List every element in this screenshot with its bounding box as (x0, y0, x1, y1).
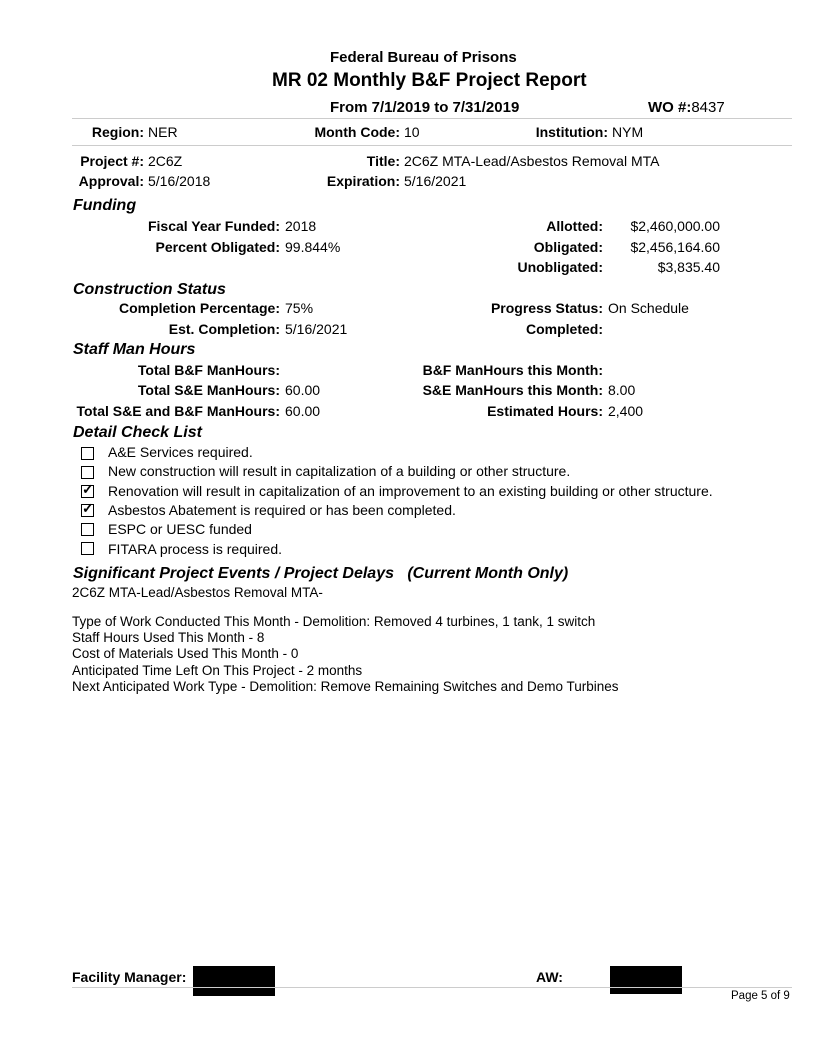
percent-obligated-label: Percent Obligated: (155, 239, 280, 255)
combined-hours-value: 60.00 (285, 403, 321, 419)
info-divider (72, 145, 792, 146)
month-code-label: Month Code: (314, 124, 400, 140)
progress-status-value: On Schedule (608, 300, 689, 316)
unobligated-value: $3,835.40 (657, 259, 720, 275)
report-period: From 7/1/2019 to 7/31/2019 (330, 99, 520, 116)
facility-manager-signature-redaction (193, 966, 275, 996)
events-line: Next Anticipated Work Type - Demolition: Remove Remaining Switches and Demo Turbines (72, 678, 619, 694)
aw-label: AW: (536, 969, 563, 985)
report-title: MR 02 Monthly B&F Project Report (272, 70, 587, 91)
project-number-value: 2C6Z (148, 153, 183, 169)
est-completion-label: Est. Completion: (168, 321, 280, 337)
checklist-label: FITARA process is required. (108, 541, 283, 557)
aw-signature-redaction (610, 966, 682, 994)
wo-value: 8437 (691, 99, 725, 116)
checkbox-new-construction (81, 466, 94, 479)
check-mark-icon: ✓ (82, 481, 94, 497)
unobligated-label: Unobligated: (517, 259, 603, 275)
agency-name: Federal Bureau of Prisons (330, 49, 517, 66)
checkbox-asbestos (81, 500, 94, 517)
completion-percentage-value: 75% (285, 300, 314, 316)
expiration-value: 5/16/2021 (404, 173, 467, 189)
obligated-label: Obligated: (533, 239, 603, 255)
month-code-value: 10 (404, 124, 420, 140)
events-line: Staff Hours Used This Month - 8 (72, 630, 265, 646)
progress-status-label: Progress Status: (490, 300, 603, 316)
estimated-hours-label: Estimated Hours: (487, 403, 603, 419)
title-label: Title: (366, 153, 400, 169)
completed-label: Completed: (526, 321, 603, 337)
header-divider (72, 118, 792, 119)
se-month-value: 8.00 (608, 382, 636, 398)
combined-hours-label: Total S&E and B&F ManHours: (76, 403, 280, 419)
construction-heading: Construction Status (73, 281, 226, 298)
percent-obligated-value: 99.844% (285, 239, 341, 255)
institution-label: Institution: (535, 124, 608, 140)
events-narrative (72, 614, 619, 695)
wo-label: WO #: (648, 99, 692, 116)
completion-percentage-label: Completion Percentage: (118, 300, 280, 316)
checklist-label: A&E Services required. (108, 444, 253, 460)
events-heading-title: Significant Project Events / Project Delays (73, 565, 394, 582)
page-number: Page 5 of 9 (731, 990, 790, 1002)
approval-label: Approval: (78, 173, 144, 189)
institution-value: NYM (612, 124, 644, 140)
region-label: Region: (91, 124, 144, 140)
checkbox-fitara (81, 542, 94, 555)
checklist-heading: Detail Check List (73, 424, 202, 441)
se-month-label: S&E ManHours this Month: (422, 382, 603, 398)
estimated-hours-value: 2,400 (608, 403, 644, 419)
fiscal-year-label: Fiscal Year Funded: (147, 218, 280, 234)
checkbox-ae-services (81, 447, 94, 460)
allotted-label: Allotted: (546, 218, 603, 234)
allotted-value: $2,460,000.00 (630, 218, 720, 234)
bf-month-label: B&F ManHours this Month: (422, 362, 603, 378)
footer-divider (72, 987, 792, 988)
se-total-label: Total S&E ManHours: (137, 382, 280, 398)
checkbox-renovation (81, 481, 94, 498)
checkbox-espc (81, 523, 94, 536)
se-total-value: 60.00 (285, 382, 321, 398)
fiscal-year-value: 2018 (285, 218, 317, 234)
expiration-label: Expiration: (326, 173, 400, 189)
check-mark-icon: ✓ (82, 500, 94, 516)
approval-value: 5/16/2018 (148, 173, 211, 189)
obligated-value: $2,456,164.60 (630, 239, 720, 255)
events-summary-line: 2C6Z MTA-Lead/Asbestos Removal MTA- (72, 585, 323, 600)
events-heading-suffix: (Current Month Only) (407, 565, 569, 582)
checklist-label: ESPC or UESC funded (108, 521, 252, 537)
funding-heading: Funding (73, 197, 137, 214)
events-line: Cost of Materials Used This Month - 0 (72, 646, 299, 662)
title-value: 2C6Z MTA-Lead/Asbestos Removal MTA (404, 153, 660, 169)
est-completion-value: 5/16/2021 (285, 321, 348, 337)
work-order (648, 99, 725, 116)
region-value: NER (148, 124, 178, 140)
events-line: Type of Work Conducted This Month - Demolition: Removed 4 turbines, 1 tank, 1 switch (72, 614, 596, 629)
facility-manager-label: Facility Manager: (72, 969, 187, 985)
staff-hours-heading: Staff Man Hours (73, 341, 196, 358)
checklist-label: Asbestos Abatement is required or has been completed. (108, 502, 456, 518)
project-number-label: Project #: (80, 153, 144, 169)
events-line: Anticipated Time Left On This Project - 2 months (72, 662, 363, 678)
events-heading (73, 565, 568, 583)
bf-total-label: Total B&F ManHours: (137, 362, 280, 378)
checklist-label: New construction will result in capitalization of a building or other structure. (108, 463, 571, 479)
checklist-label: Renovation will result in capitalization of an improvement to an existing building or other structure. (108, 483, 713, 499)
